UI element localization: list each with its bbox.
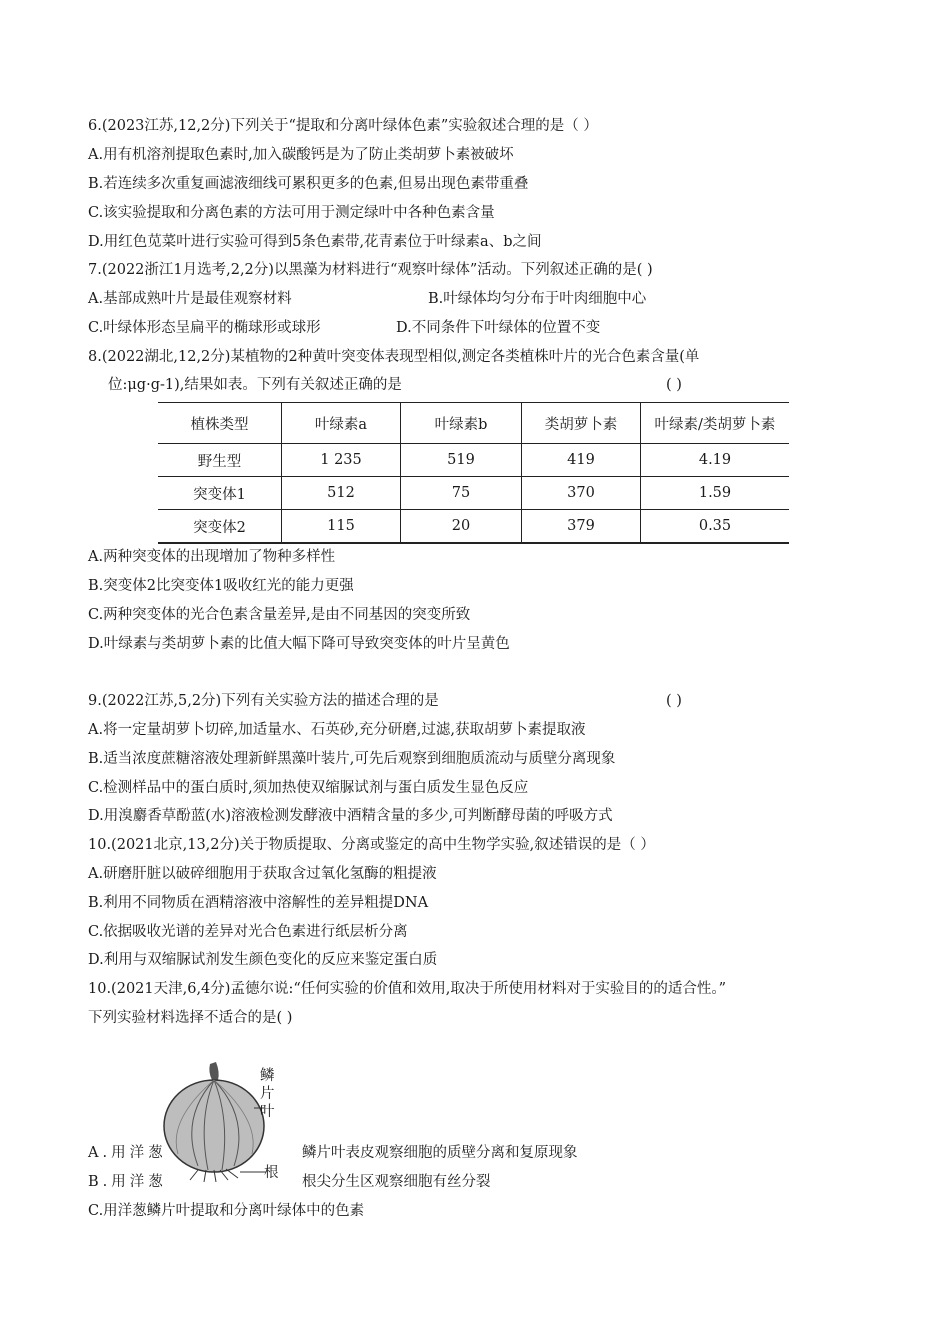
table-cell: 1.59 — [641, 477, 790, 510]
onion-tip — [209, 1062, 218, 1080]
q9-stem: 9.(2022江苏,5,2分)下列有关实验方法的描述合理的是 — [88, 693, 439, 709]
q10b-option-b-text: 根尖分生区观察细胞有丝分裂 — [302, 1174, 491, 1190]
q10b-option-a-text: 鳞片叶表皮观察细胞的质壁分离和复原现象 — [302, 1145, 578, 1161]
q9-option-c: C.检测样品中的蛋白质时,须加热使双缩脲试剂与蛋白质发生显色反应 — [88, 780, 529, 796]
table-cell: 370 — [522, 477, 641, 510]
table-cell: 75 — [401, 477, 522, 510]
q6-option-b: B.若连续多次重复画滤液细线可累积更多的色素,但易出现色素带重叠 — [88, 176, 529, 192]
q10b-stem-line2: 下列实验材料选择不适合的是( ) — [88, 1010, 293, 1026]
pigment-table — [158, 402, 789, 544]
q6-option-a: A.用有机溶剂提取色素时,加入碳酸钙是为了防止类胡萝卜素被破坏 — [88, 147, 514, 163]
q8-option-c: C.两种突变体的光合色素含量差异,是由不同基因的突变所致 — [88, 607, 471, 623]
table-cell: 512 — [282, 477, 401, 510]
table-cell: 突变体1 — [158, 477, 282, 510]
q7-option-b: B.叶绿体均匀分布于叶肉细胞中心 — [428, 291, 647, 307]
q10b-option-b-prefix: B.用洋葱 — [88, 1174, 167, 1190]
table-header-cell: 叶绿素/类胡萝卜素 — [641, 403, 790, 444]
table-header-row — [158, 403, 789, 444]
q10a-option-c: C.依据吸收光谱的差异对光合色素进行纸层析分离 — [88, 924, 408, 940]
q10a-option-d: D.利用与双缩脲试剂发生颜色变化的反应来鉴定蛋白质 — [88, 952, 438, 968]
q8-option-d: D.叶绿素与类胡萝卜素的比值大幅下降可导致突变体的叶片呈黄色 — [88, 636, 510, 652]
table-cell: 20 — [401, 510, 522, 544]
q10a-option-a: A.研磨肝脏以破碎细胞用于获取含过氧化氢酶的粗提液 — [88, 866, 437, 882]
q8-stem-line1: 8.(2022湖北,12,2分)某植物的2种黄叶突变体表现型相似,测定各类植株叶片的光合色素含量(单 — [88, 349, 700, 365]
q7-stem: 7.(2022浙江1月选考,2,2分)以黑藻为材料进行“观察叶绿体”活动。下列叙述正确的是( ) — [88, 262, 653, 278]
q8-answer-bracket: ( ) — [666, 377, 682, 393]
q10a-option-b: B.利用不同物质在酒精溶液中溶解性的差异粗提DNA — [88, 895, 429, 911]
q9-option-b: B.适当浓度蔗糖溶液处理新鲜黑藻叶装片,可先后观察到细胞质流动与质壁分离现象 — [88, 751, 616, 767]
q8-option-a: A.两种突变体的出现增加了物种多样性 — [88, 549, 336, 565]
table-header-cell: 植株类型 — [158, 403, 282, 444]
q10a-stem: 10.(2021北京,13,2分)关于物质提取、分离或鉴定的高中生物学实验,叙述错误的是（ ） — [88, 837, 655, 853]
table-header-cell: 叶绿素b — [401, 403, 522, 444]
table-cell: 519 — [401, 444, 522, 477]
q6-stem: 6.(2023江苏,12,2分)下列关于“提取和分离叶绿体色素”实验叙述合理的是（ ） — [88, 118, 598, 134]
figure-label-scale-leaf: 鳞片叶 — [260, 1068, 275, 1120]
table-cell: 4.19 — [641, 444, 790, 477]
q7-option-d: D.不同条件下叶绿体的位置不变 — [396, 320, 601, 336]
q6-option-c: C.该实验提取和分离色素的方法可用于测定绿叶中各种色素含量 — [88, 205, 495, 221]
onion-roots — [190, 1169, 238, 1182]
table-header-cell: 叶绿素a — [282, 403, 401, 444]
table-cell: 1 235 — [282, 444, 401, 477]
q10b-stem-line1: 10.(2021天津,6,4分)孟德尔说:“任何实验的价值和效用,取决于所使用材料对于实验目的的适合性。” — [88, 981, 727, 997]
table-cell: 突变体2 — [158, 510, 282, 544]
q10b-option-a-prefix: A.用洋葱 — [88, 1145, 167, 1161]
q10b-option-c: C.用洋葱鳞片叶提取和分离叶绿体中的色素 — [88, 1203, 365, 1219]
table-row — [158, 444, 789, 477]
table-cell: 野生型 — [158, 444, 282, 477]
q9-option-d: D.用溴麝香草酚蓝(水)溶液检测发酵液中酒精含量的多少,可判断酵母菌的呼吸方式 — [88, 808, 613, 824]
table-cell: 0.35 — [641, 510, 790, 544]
table-cell: 419 — [522, 444, 641, 477]
q9-option-a: A.将一定量胡萝卜切碎,加适量水、石英砂,充分研磨,过滤,获取胡萝卜素提取液 — [88, 722, 586, 738]
table-header-cell: 类胡萝卜素 — [522, 403, 641, 444]
table-row — [158, 477, 789, 510]
table-cell: 379 — [522, 510, 641, 544]
q7-option-c: C.叶绿体形态呈扁平的椭球形或球形 — [88, 320, 321, 336]
q8-stem-line2: 位:μg·g-1),结果如表。下列有关叙述正确的是 — [108, 377, 402, 393]
figure-label-root: 根 — [264, 1165, 279, 1181]
q9-answer-bracket: ( ) — [666, 693, 682, 709]
q6-option-d: D.用红色苋菜叶进行实验可得到5条色素带,花青素位于叶绿素a、b之间 — [88, 234, 542, 250]
table-row — [158, 510, 789, 544]
table-cell: 115 — [282, 510, 401, 544]
q8-option-b: B.突变体2比突变体1吸收红光的能力更强 — [88, 578, 354, 594]
q7-option-a: A.基部成熟叶片是最佳观察材料 — [88, 291, 292, 307]
